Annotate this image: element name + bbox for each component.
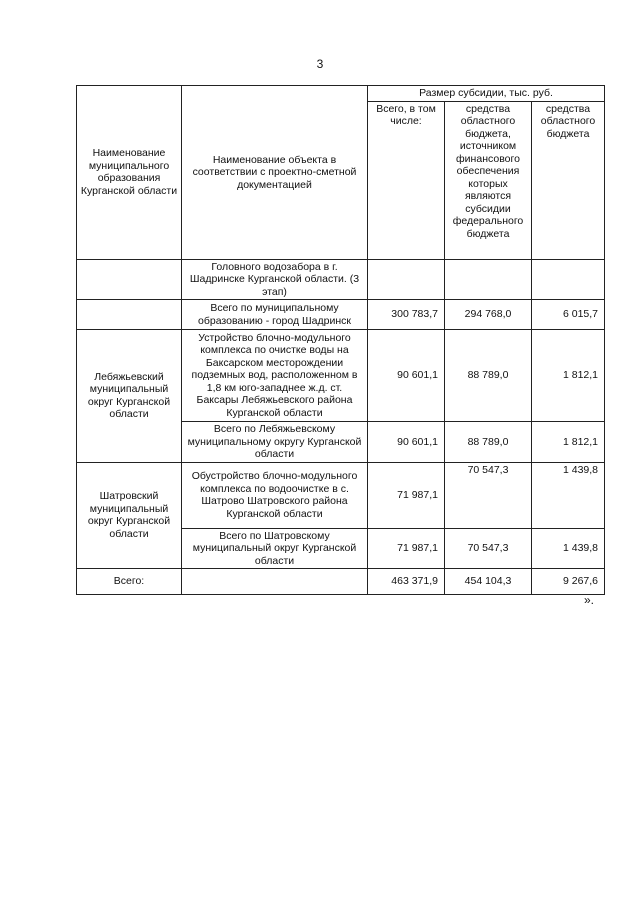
federal-cell: 294 768,0 <box>445 300 532 330</box>
object-cell: Всего по муниципальному образованию - город Шадринск <box>182 300 368 330</box>
closing-quote-mark: ». <box>584 593 595 607</box>
object-cell: Головного водозабора в г. Шадринске Курганской области. (3 этап) <box>182 259 368 300</box>
total-cell: 71 987,1 <box>368 528 445 569</box>
table-row <box>77 259 605 300</box>
header-municipality: Наименование муниципального образования Курганской области <box>77 86 182 260</box>
object-cell: Всего по Лебяжьевскому муниципальному округу Курганской области <box>182 422 368 463</box>
header-subsidy-group: Размер субсидии, тыс. руб. <box>368 86 605 102</box>
header-row-1 <box>77 86 605 102</box>
municipality-cell: Шатровский муниципальный округ Курганской области <box>77 462 182 569</box>
regional-cell <box>532 259 605 300</box>
regional-cell: 6 015,7 <box>532 300 605 330</box>
total-cell: 300 783,7 <box>368 300 445 330</box>
grand-total-row <box>77 569 605 595</box>
table-row <box>77 462 605 528</box>
total-cell: 90 601,1 <box>368 330 445 422</box>
regional-cell: 1 439,8 <box>532 462 605 528</box>
grand-total-label: Всего: <box>77 569 182 595</box>
object-cell: Обустройство блочно-модульного комплекса по водоочистке в с. Шатрово Шатровского района Курганской области <box>182 462 368 528</box>
municipality-cell-empty <box>77 300 182 330</box>
total-cell: 90 601,1 <box>368 422 445 463</box>
grand-total-total: 463 371,9 <box>368 569 445 595</box>
object-cell: Всего по Шатровскому муниципальный округ Курганской области <box>182 528 368 569</box>
page-number: 3 <box>316 57 324 71</box>
municipality-cell: Лебяжьевский муниципальный округ Курганской области <box>77 330 182 463</box>
grand-total-federal: 454 104,3 <box>445 569 532 595</box>
regional-cell: 1 812,1 <box>532 422 605 463</box>
object-cell: Устройство блочно-модульного комплекса по очистке воды на Баксарском месторождении подземных вод, расположенном в 1,8 км юго-западнее ж.д. ст. Баксары Лебяжьевского района Курганской области <box>182 330 368 422</box>
grand-total-regional: 9 267,6 <box>532 569 605 595</box>
grand-total-object <box>182 569 368 595</box>
federal-cell: 88 789,0 <box>445 422 532 463</box>
regional-cell: 1 439,8 <box>532 528 605 569</box>
table-row <box>77 300 605 330</box>
federal-cell: 88 789,0 <box>445 330 532 422</box>
total-cell <box>368 259 445 300</box>
municipality-cell <box>77 259 182 300</box>
federal-cell: 70 547,3 <box>445 462 532 528</box>
header-regional: средства областного бюджета <box>532 101 605 259</box>
total-cell: 71 987,1 <box>368 462 445 528</box>
table-row <box>77 330 605 422</box>
subsidy-table <box>76 85 605 595</box>
federal-cell <box>445 259 532 300</box>
federal-cell: 70 547,3 <box>445 528 532 569</box>
regional-cell: 1 812,1 <box>532 330 605 422</box>
header-object: Наименование объекта в соответствии с проектно-сметной документацией <box>182 86 368 260</box>
header-total: Всего, в том числе: <box>368 101 445 259</box>
header-federal: средства областного бюджета, источником финансового обеспечения которых являются субсидии федерального бюджета <box>445 101 532 259</box>
